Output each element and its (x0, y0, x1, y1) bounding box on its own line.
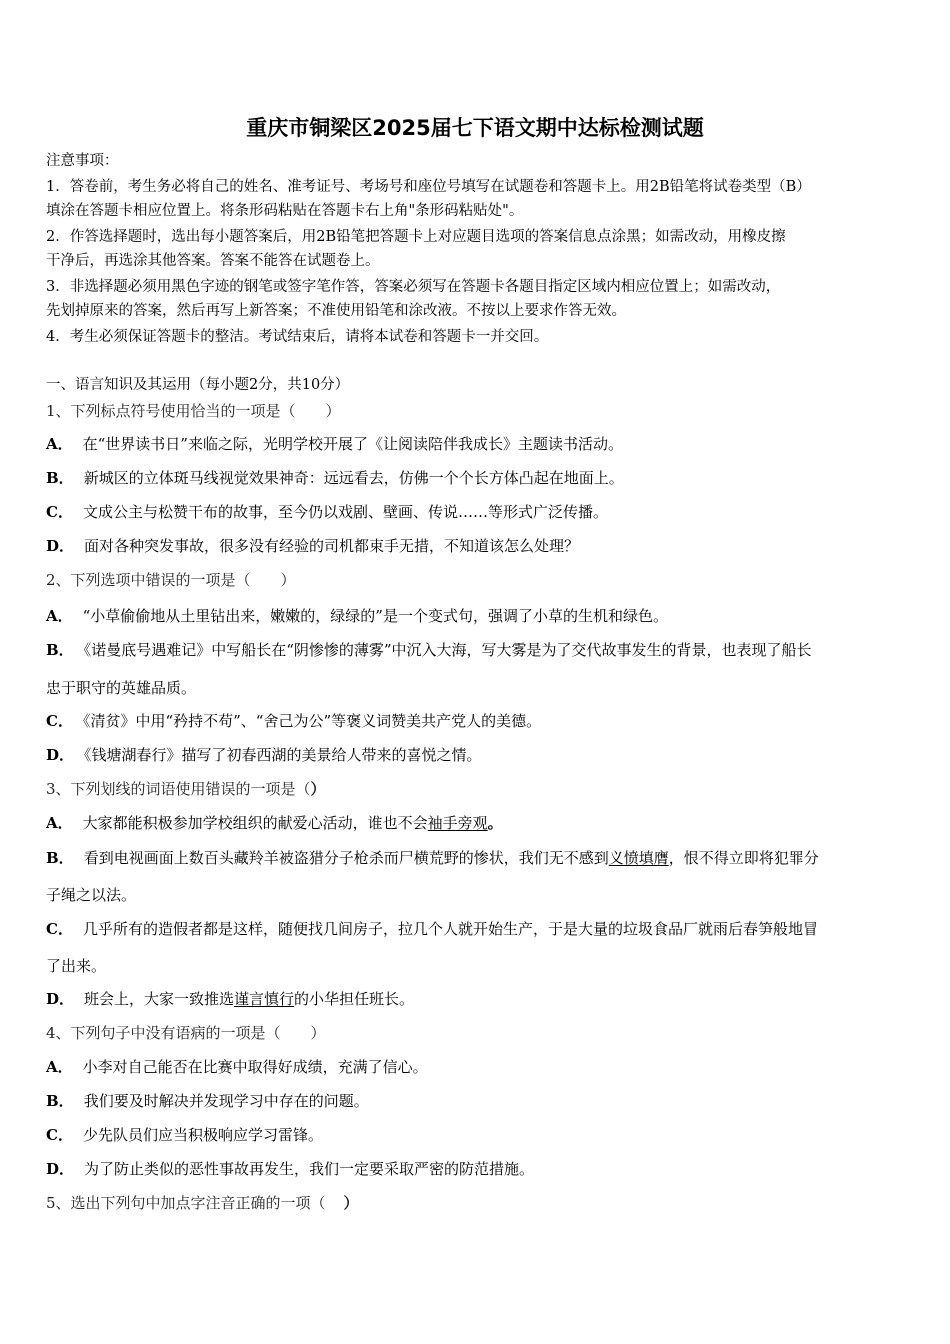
option-label: D． (46, 1160, 75, 1178)
option-label: A． (46, 1058, 73, 1076)
option-b-continued: 子绳之以法。 (46, 886, 137, 904)
option-text: 大家都能积极参加学校组织的献爱心活动，谁也不会 (82, 814, 428, 832)
notice-line: 4．考生必须保证答题卡的整洁。考试结束后，请将本试卷和答题卡一并交回。 (46, 329, 549, 345)
option-b (46, 468, 916, 488)
option-label: D． (46, 537, 75, 555)
option-text: 在“世界读书日”来临之际，光明学校开展了《让阅读陪伴我成长》主题读书活动。 (82, 435, 623, 453)
underlined-term: 谨言慎行 (234, 990, 295, 1008)
option-label: A． (46, 435, 73, 453)
notice-line: 填涂在答题卡相应位置上。将条形码粘贴在答题卡右上角"条形码粘贴处"。 (46, 203, 524, 219)
option-text: 少先队员们应当积极响应学习雷锋。 (82, 1126, 323, 1144)
option-label: C． (46, 1126, 73, 1144)
option-label: B． (46, 849, 74, 867)
option-label: B． (46, 641, 74, 659)
notice-line: 1．答卷前，考生务必将自己的姓名、准考证号、考场号和座位号填写在试题卷和答题卡上。用2B铅笔将试卷类型（B） (46, 179, 811, 195)
option-b (46, 640, 916, 660)
question-stem (46, 779, 916, 799)
option-text: 看到电视画面上数百头藏羚羊被盗猎分子枪杀而尸横荒野的惨状，我们无不感到 (83, 849, 609, 867)
option-text: ，恨不得立即将犯罪分 (668, 849, 819, 867)
notice-line: 干净后，再选涂其他答案。答案不能答在试题卷上。 (46, 253, 380, 269)
option-d (46, 745, 916, 765)
option-text: 班会上，大家一致推选 (84, 990, 235, 1008)
question-stem-text: 3、下列划线的词语使用错误的一项是（ (46, 780, 311, 798)
option-a (46, 1057, 916, 1077)
option-a (46, 434, 916, 454)
underlined-term: 袖手旁观 (427, 814, 488, 832)
option-a (46, 606, 916, 626)
option-text: 文成公主与松赞干布的故事，至今仍以戏剧、壁画、传说……等形式广泛传播。 (82, 503, 608, 521)
option-label: C． (46, 503, 73, 521)
option-c (46, 919, 916, 939)
option-text: 《清贫》中用“矜持不苟”、“舍己为公”等褒义词赞美共产党人的美德。 (82, 712, 542, 730)
option-c (46, 1125, 916, 1145)
option-label: A． (46, 607, 73, 625)
option-d (46, 1159, 916, 1179)
page-title: 重庆市铜梁区2025届七下语文期中达标检测试题 (246, 116, 704, 140)
option-c (46, 502, 916, 522)
question-stem: 1、下列标点符号使用恰当的一项是（ ） (46, 402, 341, 420)
notice-line: 2．作答选择题时，选出每小题答案后，用2B铅笔把答题卡上对应题目选项的答案信息点涂黑；如需改动，用橡皮擦 (46, 229, 786, 245)
notice-line: 3．非选择题必须用黑色字迹的钢笔或签字笔作答，答案必须写在答题卡各题目指定区域内相应位置上；如需改动， (46, 279, 781, 295)
section-heading: 一、语言知识及其运用（每小题2分，共10分） (46, 377, 350, 393)
question-stem (46, 1193, 916, 1213)
option-text: 我们要及时解决并发现学习中存在的问题。 (83, 1092, 369, 1110)
option-label: A． (46, 814, 73, 832)
option-text: “小草偷偷地从土里钻出来，嫩嫩的，绿绿的”是一个变式句，强调了小草的生机和绿色。 (82, 607, 668, 625)
option-text: 。 (487, 814, 503, 832)
notice-line: 先划掉原来的答案，然后再写上新答案；不准使用铅笔和涂改液。不按以上要求作答无效。 (46, 303, 626, 319)
option-c-continued: 了出来。 (46, 957, 107, 975)
question-stem: 4、下列句子中没有语病的一项是（ ） (46, 1024, 326, 1042)
option-text: 几乎所有的造假者都是这样，随便找几间房子，拉几个人就开始生产，于是大量的垃圾食品厂就雨后春笋般地冒 (82, 920, 818, 938)
option-d (46, 989, 916, 1009)
option-text: 《诺曼底号遇难记》中写船长在“阴惨惨的薄雾”中沉入大海，写大雾是为了交代故事发生的背景，也表现了船长 (83, 641, 812, 659)
question-stem-close: ） (343, 1194, 359, 1212)
option-label: D． (46, 746, 75, 764)
option-text: 的小华担任班长。 (294, 990, 415, 1008)
question-stem-close: ） (310, 780, 326, 798)
option-text: 面对各种突发事故，很多没有经验的司机都束手无措，不知道该怎么处理？ (84, 537, 580, 555)
option-b (46, 848, 916, 868)
question-stem-text: 5、选出下列句中加点字注音正确的一项（ (46, 1194, 326, 1212)
option-label: C． (46, 920, 73, 938)
option-text: 为了防止类似的恶性事故再发生，我们一定要采取严密的防范措施。 (84, 1160, 535, 1178)
option-b (46, 1091, 916, 1111)
option-label: B． (46, 1092, 74, 1110)
notice-heading: 注意事项： (46, 153, 119, 169)
option-text: 《钱塘湖春行》描写了初春西湖的美景给人带来的喜悦之情。 (84, 746, 482, 764)
option-label: B． (46, 469, 74, 487)
underlined-term: 义愤填膺 (608, 849, 669, 867)
option-d (46, 536, 916, 556)
option-c (46, 711, 916, 731)
question-stem: 2、下列选项中错误的一项是（ ） (46, 571, 296, 589)
option-label: D． (46, 990, 75, 1008)
option-text: 新城区的立体斑马线视觉效果神奇：远远看去，仿佛一个个长方体凸起在地面上。 (83, 469, 624, 487)
option-a (46, 813, 916, 833)
option-b-continued: 忠于职守的英雄品质。 (46, 679, 197, 697)
option-text: 小李对自己能否在比赛中取得好成绩，充满了信心。 (82, 1058, 428, 1076)
option-label: C． (46, 712, 73, 730)
